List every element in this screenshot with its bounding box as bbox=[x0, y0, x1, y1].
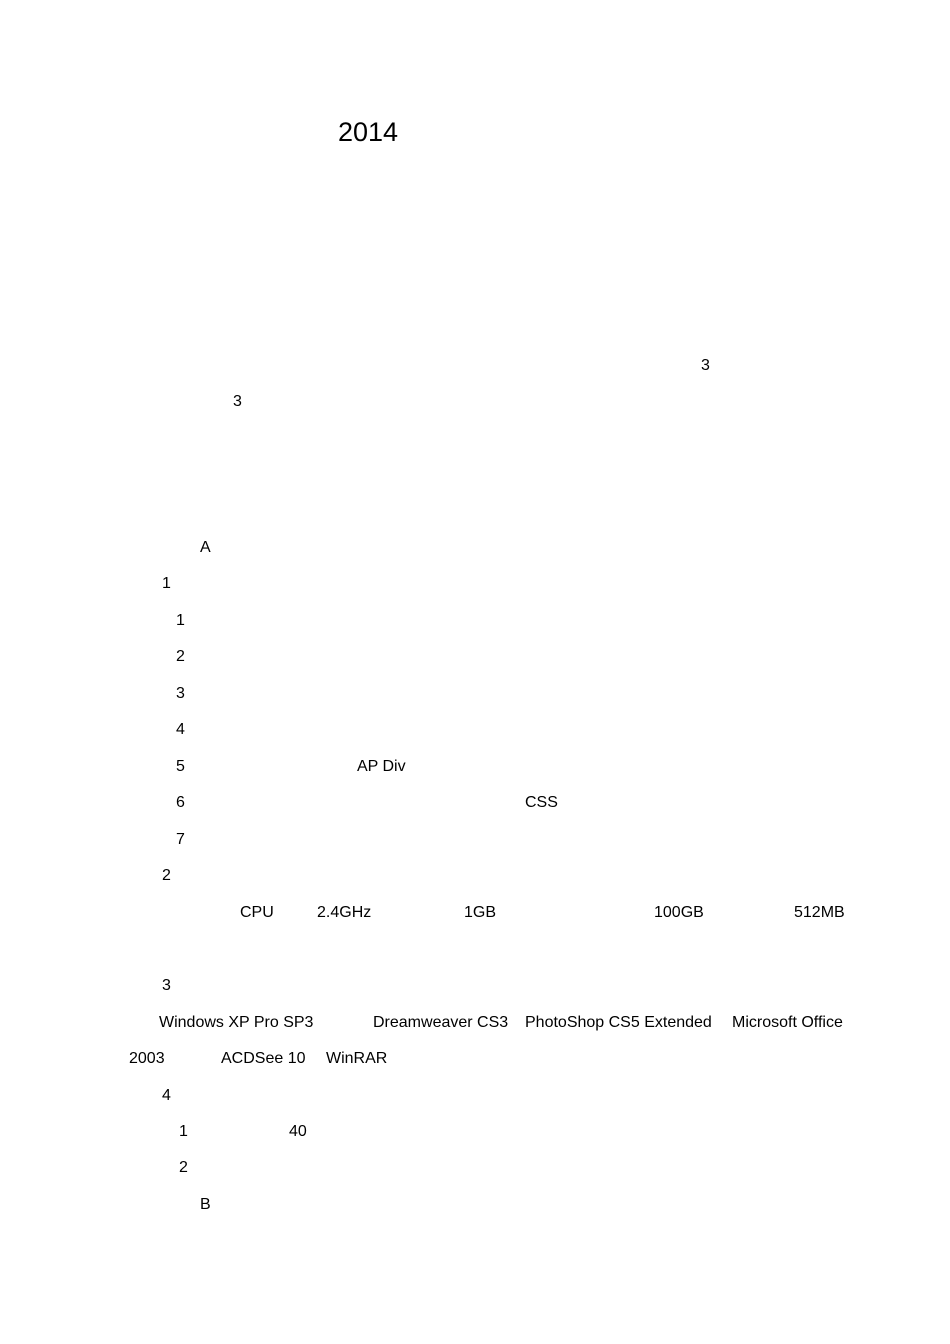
item-1-sub-5: 5 bbox=[176, 758, 185, 775]
spec-memory: 1GB bbox=[464, 904, 497, 921]
item-2-number: 2 bbox=[162, 867, 171, 884]
item-1-sub-3: 3 bbox=[176, 685, 185, 702]
item-1-number: 1 bbox=[162, 575, 171, 592]
item-1-sub-5-term: AP Div bbox=[357, 758, 406, 775]
software-office: Microsoft Office bbox=[732, 1014, 843, 1031]
software-windows: Windows XP Pro SP3 bbox=[159, 1014, 314, 1031]
item-1-sub-1: 1 bbox=[176, 612, 185, 629]
spec-video-memory: 512MB bbox=[794, 904, 845, 921]
software-dreamweaver: Dreamweaver CS3 bbox=[373, 1014, 509, 1031]
item-1-sub-7: 7 bbox=[176, 831, 185, 848]
item-1-sub-4: 4 bbox=[176, 721, 185, 738]
item-3-number: 3 bbox=[162, 977, 171, 994]
item-4-sub-2: 2 bbox=[179, 1159, 188, 1176]
item-1-sub-2: 2 bbox=[176, 648, 185, 665]
item-1-sub-6: 6 bbox=[176, 794, 185, 811]
item-4-sub-1-value: 40 bbox=[289, 1123, 307, 1140]
item-4-sub-1: 1 bbox=[179, 1123, 188, 1140]
item-4-number: 4 bbox=[162, 1087, 171, 1104]
spec-disk: 100GB bbox=[654, 904, 704, 921]
software-office-year: 2003 bbox=[129, 1050, 165, 1067]
intro-number-b: 3 bbox=[233, 393, 242, 410]
spec-cpu-speed: 2.4GHz bbox=[317, 904, 372, 921]
section-a-label: A bbox=[200, 539, 211, 556]
software-winrar: WinRAR bbox=[326, 1050, 388, 1067]
software-acdsee: ACDSee 10 bbox=[221, 1050, 306, 1067]
item-1-sub-6-term: CSS bbox=[525, 794, 558, 811]
intro-number-a: 3 bbox=[701, 357, 710, 374]
page-title-year: 2014 bbox=[338, 117, 399, 147]
spec-cpu: CPU bbox=[240, 904, 274, 921]
section-b-label: B bbox=[200, 1196, 211, 1213]
software-photoshop: PhotoShop CS5 Extended bbox=[525, 1014, 712, 1031]
